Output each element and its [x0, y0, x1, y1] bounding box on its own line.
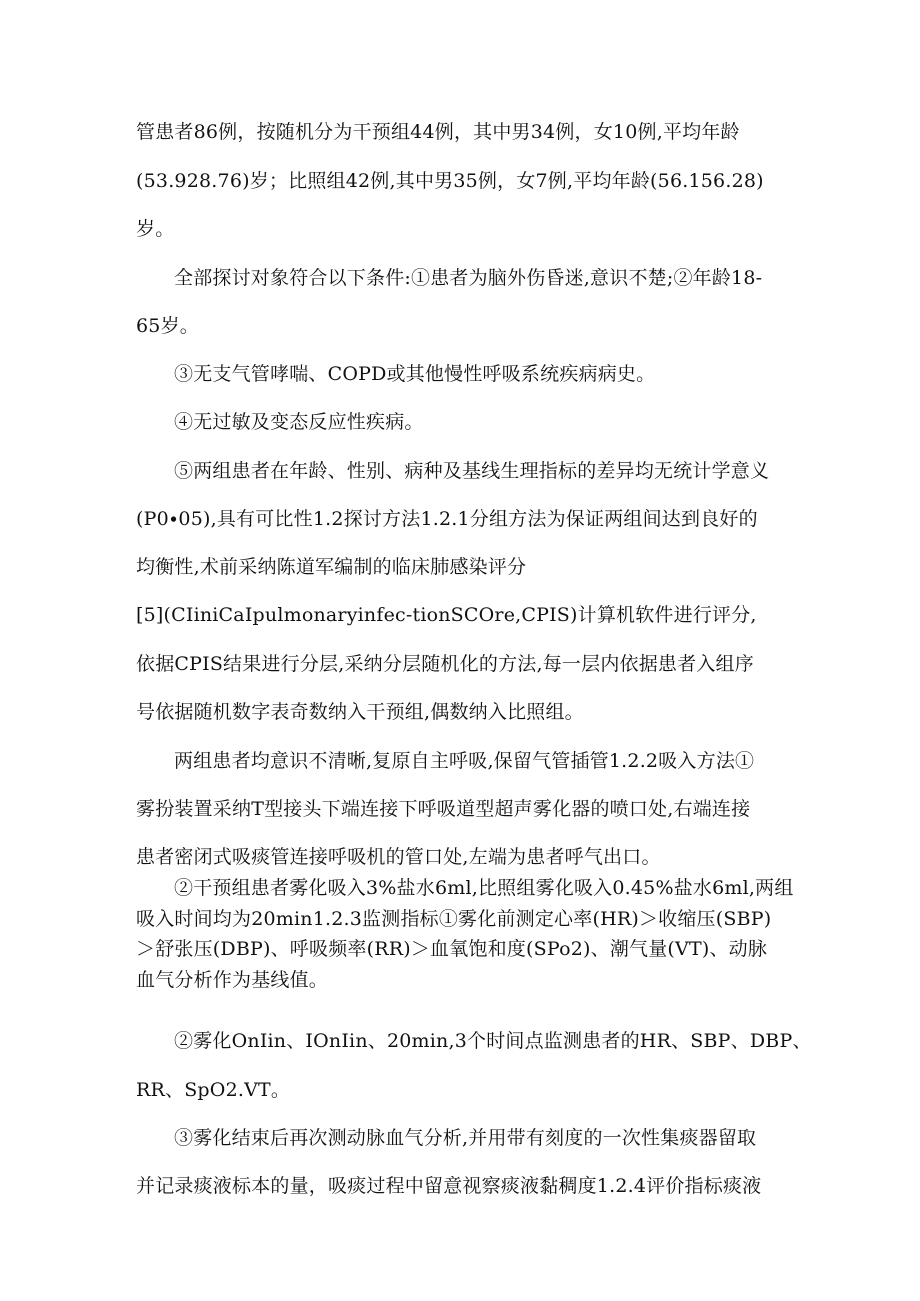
text-line: ⑤两组患者在年龄、性别、病种及基线生理指标的差异均无统计学意义 — [174, 460, 770, 482]
text-line: 并记录痰液标本的量，吸痰过程中留意视察痰液黏稠度1.2.4评价指标痰液 — [136, 1175, 762, 1197]
text-line: [5](CIiniCaIpulmonaryinfec-tionSCOre,CPIS)计算机软件进行评分, — [136, 604, 757, 626]
text-line: ③雾化结束后再次测动脉血气分析,并用带有刻度的一次性集痰器留取 — [174, 1127, 757, 1149]
text-line: 均衡性,术前采纳陈道军编制的临床肺感染评分 — [136, 556, 527, 578]
text-line: 患者密闭式吸痰管连接呼吸机的管口处,左端为患者呼气出口。 — [136, 846, 661, 868]
text-line: 雾扮装置采纳T型接头下端连接下呼吸道型超声雾化器的喷口处,右端连接 — [136, 798, 751, 820]
text-line: 依据CPIS结果进行分层,采纳分层随机化的方法,每一层内依据患者入组序 — [136, 653, 754, 675]
text-line: 管患者86例，按随机分为干预组44例，其中男34例，女10例,平均年龄 — [136, 121, 740, 143]
text-line: 血气分析作为基线值。 — [136, 969, 329, 991]
text-line: 吸入时间均为20min1.2.3监测指标①雾化前测定心率(HR)＞收缩压(SBP) — [136, 908, 772, 930]
text-line: ④无过敏及变态反应性疾病。 — [174, 411, 424, 433]
text-line: 65岁。 — [136, 315, 199, 337]
text-line: 号依据随机数字表奇数纳入干预组,偶数纳入比照组。 — [136, 701, 584, 723]
text-line: ③无支气管哮喘、COPD或其他慢性呼吸系统疾病病史。 — [174, 363, 656, 385]
text-line: 岁。 — [136, 218, 175, 240]
text-line: (53.928.76)岁；比照组42例,其中男35例，女7例,平均年龄(56.156.28) — [136, 170, 764, 192]
text-line: 两组患者均意识不清晰,复原自主呼吸,保留气管插管1.2.2吸入方法① — [174, 750, 755, 772]
text-line: ②干预组患者雾化吸入3%盐水6ml,比照组雾化吸入0.45%盐水6ml,两组 — [174, 877, 794, 899]
text-line: (P0∙05),具有可比性1.2探讨方法1.2.1分组方法为保证两组间达到良好的 — [136, 508, 758, 530]
text-line: ②雾化OnIin、IOnIin、20min,3个时间点监测患者的HR、SBP、DBP、 — [174, 1030, 812, 1052]
text-line: RR、SpO2.VT。 — [136, 1079, 291, 1101]
text-line: 全部探讨对象符合以下条件:①患者为脑外伤昏迷,意识不楚;②年龄18- — [174, 267, 763, 289]
text-line: ＞舒张压(DBP)、呼吸频率(RR)＞血氧饱和度(SPo2)、潮气量(VT)、动脉 — [136, 938, 768, 960]
